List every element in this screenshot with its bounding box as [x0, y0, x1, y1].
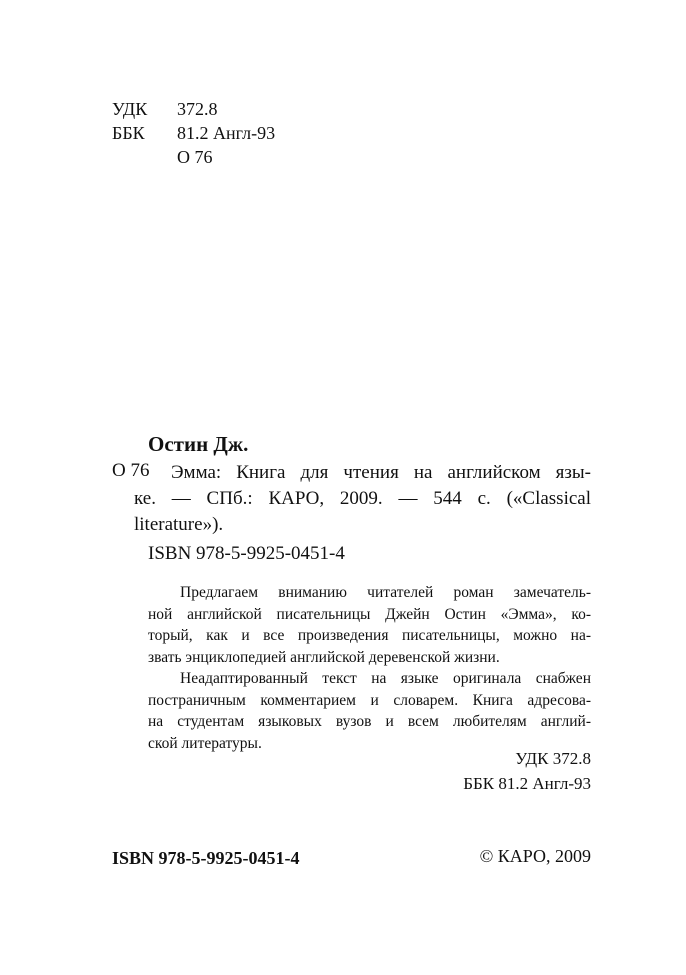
entry-line: literature»).	[134, 514, 224, 535]
entry-author: Остин Дж.	[148, 432, 249, 456]
bottom-isbn: ISBN 978-5-9925-0451-4	[112, 848, 300, 868]
udk-value: 372.8	[177, 99, 218, 119]
annotation-line: постраничным комментарием и словарем. Книга адресова-	[148, 691, 591, 709]
annotation-line: ской литературы.	[148, 734, 262, 752]
entry-description	[134, 460, 591, 538]
annotation-line: ной английской писательницы Джейн Остин «Эмма», ко-	[148, 605, 591, 623]
entry-code: О 76	[112, 460, 150, 481]
annotation-line: торый, как и все произведения писательницы, можно на-	[148, 627, 591, 644]
bbk-value: 81.2 Англ-93	[177, 123, 276, 143]
entry-isbn: ISBN 978-5-9925-0451-4	[148, 543, 345, 564]
copyright: © КАРО, 2009	[479, 846, 591, 866]
footer-udk: УДК 372.8	[515, 749, 591, 768]
annotation-line: звать энциклопедией английской деревенской жизни.	[148, 648, 500, 666]
bbk-label: ББК	[112, 123, 145, 143]
footer-codes	[463, 746, 591, 796]
entry-line: Эмма: Книга для чтения на английском язы-	[171, 462, 591, 483]
annotation-line: Неадаптированный текст на языке оригинала снабжен	[180, 670, 591, 687]
annotation-line: Предлагаем вниманию читателей роман замечатель-	[180, 584, 591, 601]
annotation	[148, 582, 591, 754]
udk-label: УДК	[112, 99, 148, 119]
entry-line: ке. — СПб.: КАРО, 2009. — 544 с. («Classical	[134, 488, 591, 509]
annotation-line: на студентам языковых вузов и всем любителям англий-	[148, 713, 591, 730]
footer-bbk: ББК 81.2 Англ-93	[463, 774, 591, 793]
author-mark: О 76	[177, 147, 213, 167]
